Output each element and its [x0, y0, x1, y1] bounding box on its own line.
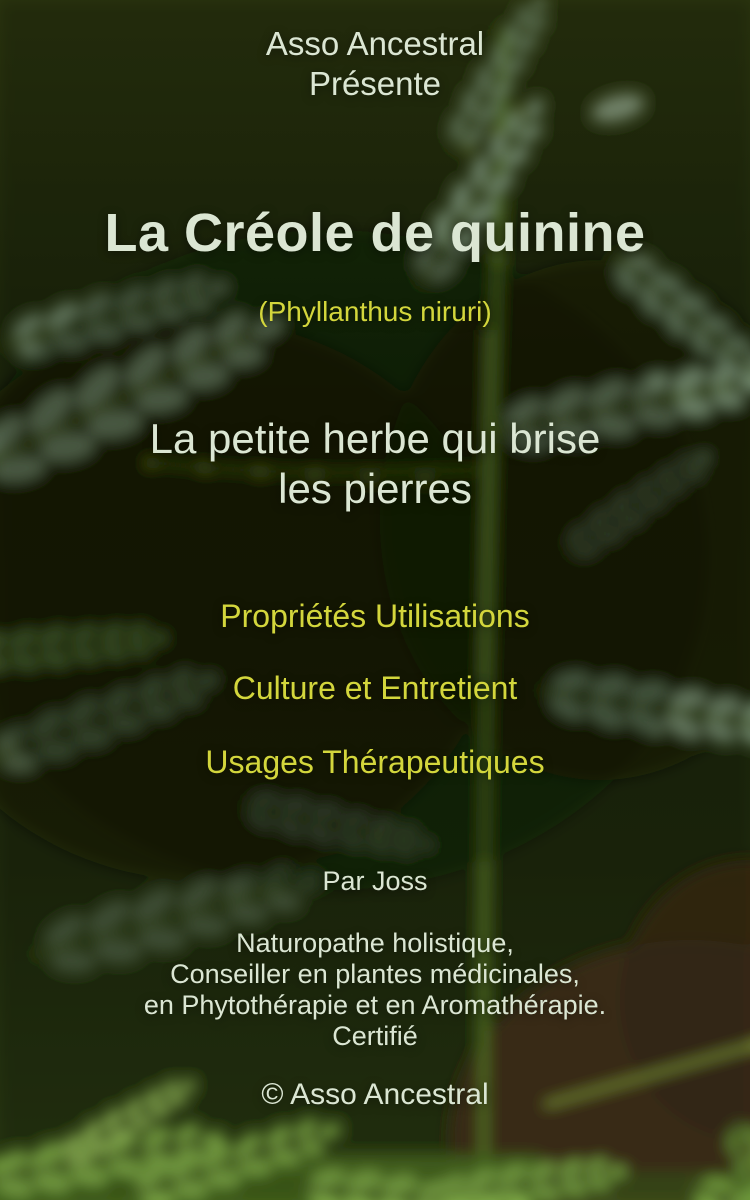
presenter-header — [0, 24, 750, 104]
tagline-line2: les pierres — [278, 465, 472, 512]
topic-culture-care: Culture et Entretient — [232, 670, 518, 706]
tagline — [0, 414, 750, 514]
credentials-line4: Certifié — [332, 1021, 418, 1051]
topic-properties-uses: Propriétés Utilisations — [220, 598, 530, 634]
tagline-line1: La petite herbe qui brise — [149, 415, 601, 462]
presenter-line2: Présente — [308, 65, 442, 102]
credentials-line3: en Phytothérapie et en Aromathérapie. — [143, 990, 607, 1020]
copyright: © Asso Ancestral — [261, 1078, 489, 1111]
presenter-line1: Asso Ancestral — [265, 25, 485, 62]
byline: Par Joss — [322, 866, 428, 896]
credentials-line2: Conseiller en plantes médicinales, — [170, 959, 580, 989]
credentials-line1: Naturopathe holistique, — [236, 928, 514, 958]
main-title: La Créole de quinine — [104, 203, 646, 263]
credentials — [0, 928, 750, 1052]
topic-therapeutic-uses: Usages Thérapeutiques — [205, 744, 545, 780]
latin-name: (Phyllanthus niruri) — [258, 296, 492, 327]
